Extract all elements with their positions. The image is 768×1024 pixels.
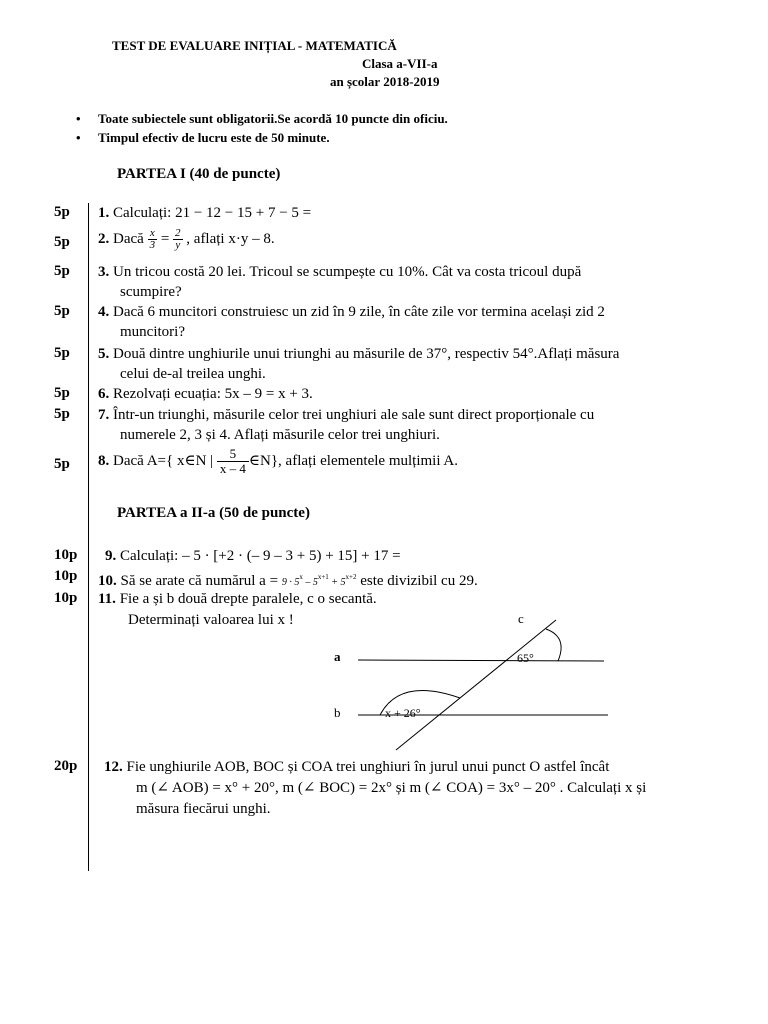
label-a: a	[334, 649, 341, 664]
rule-1: Toate subiectele sunt obligatorii.Se acordă 10 puncte din oficiu.	[98, 111, 448, 126]
question-8: 8. Dacă A={ x∈N | $\frac{5}{x - 4}$ ∈N}, aflați elementele mulțimii A.	[98, 446, 459, 477]
question-4: 4. Dacă 6 muncitori construiesc un zid în 9 zile, în câte zile vor termina același zid 2 muncitori?	[98, 304, 605, 340]
line-c	[396, 620, 556, 750]
school-year: an școlar 2018-2019	[330, 74, 440, 89]
question-12: 12. Fie unghiurile AOB, BOC și COA trei unghiuri în jurul unui punct O astfel încât m (∠ AOB) = x° + 20°, m (∠ BOC) = 2x° și m (∠ COA) = 3x° – 20° . Calculați x și măsura fiecărui unghi.	[104, 759, 647, 817]
points-q2: 5p	[54, 234, 70, 250]
line-a	[358, 660, 604, 661]
points-q3: 5p	[54, 263, 70, 279]
question-9: 9. Calculați: – 5 · [+2 · (– 9 – 3 + 5) + 15] + 17 =	[105, 548, 401, 564]
angle-label-top: 65°	[517, 651, 534, 665]
question-7: 7. Într-un triunghi, măsurile celor trei unghiuri ale sale sunt direct proporționale cu numerele 2, 3 și 4. Aflați măsurile celor trei unghiuri.	[98, 407, 595, 443]
question-2: 2. Dacă $\frac{x}{3}$ = $\frac{2}{y}$ , aflați x·y – 8.	[98, 227, 275, 252]
bullet-icon: •	[76, 130, 81, 145]
margin-line	[88, 203, 89, 871]
question-6: 6. Rezolvați ecuația: 5x – 9 = x + 3.	[98, 386, 313, 402]
label-b: b	[334, 705, 341, 720]
points-q6: 5p	[54, 385, 70, 401]
points-q7: 5p	[54, 406, 70, 422]
question-10: 10. Să se arate că numărul $a = 9 \cdot 5^x - 5^{x+1} + 5^{x+2}$ este divizibil cu 29.	[98, 573, 478, 589]
class-label: Clasa a-VII-a	[362, 56, 438, 71]
points-q5: 5p	[54, 345, 70, 361]
angle-label-bottom: x + 26°	[385, 706, 421, 720]
part1-title: PARTEA I (40 de puncte)	[117, 166, 281, 182]
points-q9: 10p	[54, 547, 78, 563]
points-q4: 5p	[54, 303, 70, 319]
question-5: 5. Două dintre unghiurile unui triunghi au măsurile de 37°, respectiv 54°.Aflați măsura celui de-al treilea unghi.	[98, 346, 620, 382]
part2-title: PARTEA a II-a (50 de puncte)	[117, 505, 310, 521]
parallel-lines-figure	[320, 605, 620, 755]
points-q8: 5p	[54, 456, 70, 472]
test-title: TEST DE EVALUARE INIȚIAL - MATEMATICĂ	[112, 38, 397, 53]
question-3: 3. Un tricou costă 20 lei. Tricoul se scumpește cu 10%. Cât va costa tricoul după scumpire?	[98, 264, 582, 300]
points-q11: 10p	[54, 590, 78, 606]
points-q1: 5p	[54, 204, 70, 220]
angle-arc-top	[546, 629, 561, 661]
points-q10: 10p	[54, 568, 78, 584]
label-c: c	[518, 611, 524, 626]
question-1: 1. Calculați: 21 − 12 − 15 + 7 − 5 =	[98, 205, 312, 221]
bullet-icon: •	[76, 111, 81, 126]
rule-2: Timpul efectiv de lucru este de 50 minute.	[98, 130, 330, 145]
points-q12: 20p	[54, 758, 78, 774]
question-11: 11. Fie a și b două drepte paralele, c o secantă. Determinați valoarea lui x !	[98, 591, 377, 628]
